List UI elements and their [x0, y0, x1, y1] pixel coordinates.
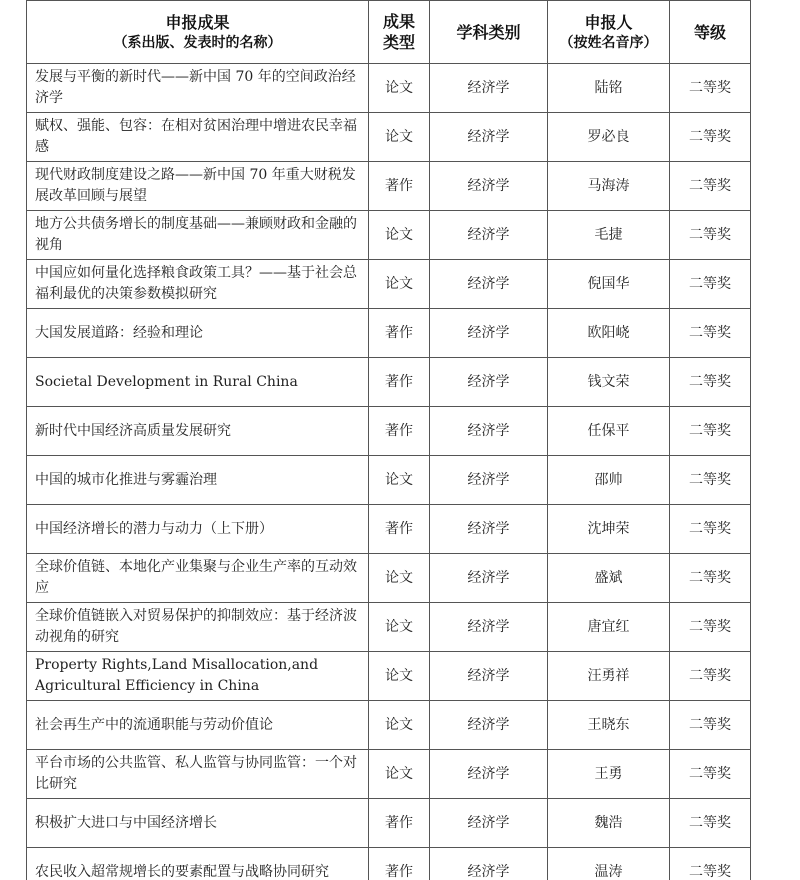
table-row	[27, 652, 751, 701]
cell-discipline: 经济学	[430, 603, 548, 652]
cell-discipline: 经济学	[430, 652, 548, 701]
table-row	[27, 505, 751, 554]
cell-grade: 二等奖	[670, 309, 751, 358]
cell-title: 中国应如何量化选择粮食政策工具？——基于社会总福利最优的决策参数模拟研究	[27, 260, 369, 309]
awards-table	[26, 0, 751, 880]
cell-applicant: 罗必良	[548, 113, 670, 162]
cell-grade: 二等奖	[670, 505, 751, 554]
table-row	[27, 750, 751, 799]
header-applicant	[548, 1, 670, 64]
cell-discipline: 经济学	[430, 750, 548, 799]
table-row	[27, 701, 751, 750]
cell-type: 论文	[369, 113, 430, 162]
cell-title: 农民收入超常规增长的要素配置与战略协同研究	[27, 848, 369, 880]
table-row	[27, 211, 751, 260]
cell-title: 赋权、强能、包容：在相对贫困治理中增进农民幸福感	[27, 113, 369, 162]
cell-type: 论文	[369, 554, 430, 603]
header-achievement-sub: （系出版、发表时的名称）	[113, 34, 282, 51]
header-type-line2: 类型	[382, 33, 415, 52]
cell-title: 地方公共债务增长的制度基础——兼顾财政和金融的视角	[27, 211, 369, 260]
table-row	[27, 260, 751, 309]
cell-grade: 二等奖	[670, 407, 751, 456]
cell-type: 论文	[369, 652, 430, 701]
table-body	[27, 64, 751, 880]
cell-type: 论文	[369, 603, 430, 652]
cell-grade: 二等奖	[670, 848, 751, 880]
cell-type: 论文	[369, 456, 430, 505]
header-applicant-main: 申报人	[584, 12, 633, 32]
cell-title: 平台市场的公共监管、私人监管与协同监管：一个对比研究	[27, 750, 369, 799]
cell-type: 论文	[369, 211, 430, 260]
cell-title: 新时代中国经济高质量发展研究	[27, 407, 369, 456]
cell-grade: 二等奖	[670, 603, 751, 652]
cell-title: 大国发展道路：经验和理论	[27, 309, 369, 358]
cell-type: 论文	[369, 750, 430, 799]
table-row	[27, 799, 751, 848]
header-achievement	[27, 1, 369, 64]
cell-applicant: 欧阳峣	[548, 309, 670, 358]
cell-title: 中国经济增长的潜力与动力（上下册）	[27, 505, 369, 554]
cell-grade: 二等奖	[670, 652, 751, 701]
cell-type: 著作	[369, 799, 430, 848]
table-row	[27, 456, 751, 505]
cell-discipline: 经济学	[430, 309, 548, 358]
cell-applicant: 盛斌	[548, 554, 670, 603]
header-discipline: 学科类别	[430, 1, 548, 64]
cell-applicant: 温涛	[548, 848, 670, 880]
cell-type: 论文	[369, 701, 430, 750]
table-row	[27, 554, 751, 603]
cell-discipline: 经济学	[430, 211, 548, 260]
cell-discipline: 经济学	[430, 799, 548, 848]
cell-type: 著作	[369, 848, 430, 880]
cell-applicant: 唐宜红	[548, 603, 670, 652]
cell-grade: 二等奖	[670, 750, 751, 799]
header-type	[369, 1, 430, 64]
cell-grade: 二等奖	[670, 701, 751, 750]
cell-title: 发展与平衡的新时代——新中国 70 年的空间政治经济学	[27, 64, 369, 113]
cell-applicant: 任保平	[548, 407, 670, 456]
cell-applicant: 陆铭	[548, 64, 670, 113]
table-row	[27, 113, 751, 162]
cell-title: 全球价值链嵌入对贸易保护的抑制效应：基于经济波动视角的研究	[27, 603, 369, 652]
table-row	[27, 603, 751, 652]
cell-discipline: 经济学	[430, 554, 548, 603]
cell-applicant: 邵帅	[548, 456, 670, 505]
cell-title: 社会再生产中的流通职能与劳动价值论	[27, 701, 369, 750]
cell-title: 中国的城市化推进与雾霾治理	[27, 456, 369, 505]
cell-discipline: 经济学	[430, 456, 548, 505]
cell-type: 著作	[369, 407, 430, 456]
cell-discipline: 经济学	[430, 701, 548, 750]
table-row	[27, 309, 751, 358]
cell-title: 积极扩大进口与中国经济增长	[27, 799, 369, 848]
header-achievement-main: 申报成果	[165, 12, 230, 32]
cell-discipline: 经济学	[430, 407, 548, 456]
cell-grade: 二等奖	[670, 456, 751, 505]
cell-applicant: 汪勇祥	[548, 652, 670, 701]
table-row	[27, 848, 751, 880]
cell-type: 著作	[369, 358, 430, 407]
cell-applicant: 王晓东	[548, 701, 670, 750]
cell-discipline: 经济学	[430, 505, 548, 554]
table-row	[27, 358, 751, 407]
cell-type: 著作	[369, 309, 430, 358]
cell-discipline: 经济学	[430, 260, 548, 309]
cell-title: 全球价值链、本地化产业集聚与企业生产率的互动效应	[27, 554, 369, 603]
cell-type: 论文	[369, 260, 430, 309]
cell-grade: 二等奖	[670, 358, 751, 407]
cell-applicant: 马海涛	[548, 162, 670, 211]
header-grade: 等级	[670, 1, 751, 64]
cell-grade: 二等奖	[670, 162, 751, 211]
cell-discipline: 经济学	[430, 64, 548, 113]
cell-type: 著作	[369, 162, 430, 211]
header-type-line1: 成果	[382, 12, 415, 31]
cell-type: 论文	[369, 64, 430, 113]
cell-grade: 二等奖	[670, 211, 751, 260]
cell-discipline: 经济学	[430, 162, 548, 211]
table-row	[27, 64, 751, 113]
cell-grade: 二等奖	[670, 64, 751, 113]
cell-discipline: 经济学	[430, 113, 548, 162]
table-row	[27, 407, 751, 456]
cell-grade: 二等奖	[670, 113, 751, 162]
cell-title: 现代财政制度建设之路——新中国 70 年重大财税发展改革回顾与展望	[27, 162, 369, 211]
cell-title: Societal Development in Rural China	[27, 358, 369, 407]
cell-applicant: 沈坤荣	[548, 505, 670, 554]
cell-grade: 二等奖	[670, 799, 751, 848]
table-header-row	[27, 1, 751, 64]
cell-applicant: 倪国华	[548, 260, 670, 309]
table-row	[27, 162, 751, 211]
cell-discipline: 经济学	[430, 848, 548, 880]
cell-applicant: 毛捷	[548, 211, 670, 260]
cell-applicant: 钱文荣	[548, 358, 670, 407]
cell-discipline: 经济学	[430, 358, 548, 407]
header-applicant-sub: （按姓名音序）	[559, 34, 658, 51]
cell-grade: 二等奖	[670, 260, 751, 309]
cell-applicant: 魏浩	[548, 799, 670, 848]
cell-title: Property Rights,Land Misallocation,and Agricultural Efficiency in China	[27, 652, 369, 701]
cell-applicant: 王勇	[548, 750, 670, 799]
cell-type: 著作	[369, 505, 430, 554]
cell-grade: 二等奖	[670, 554, 751, 603]
